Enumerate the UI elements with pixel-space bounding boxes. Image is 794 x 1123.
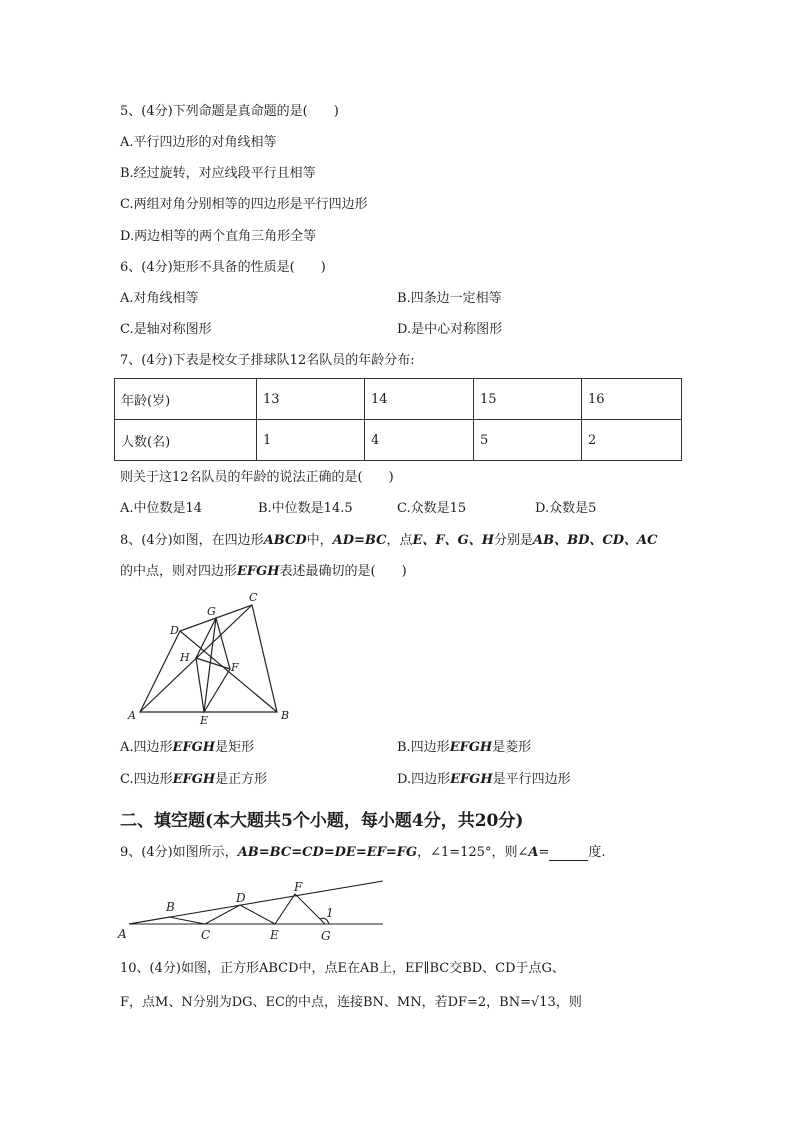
q8-option-text: A.四边形 [120,740,173,755]
q7-stem: 7、(4分)下表是校女子排球队12名队员的年龄分布: [120,353,415,368]
q5-option-b: B.经过旋转，对应线段平行且相等 [120,166,316,181]
label-h: H [180,651,190,664]
q8-option-quad: EFGH [450,772,493,787]
q8-option-d [397,772,571,788]
table-cell: 4 [365,420,474,461]
q9-stem-text: 度. [588,845,606,860]
q7-option-d: D.众数是5 [535,501,597,516]
label-f: F [231,661,239,674]
q6-stem: 6、(4分)矩形不具备的性质是( ) [120,260,326,275]
label-g: G [321,929,331,943]
table-cell: 2 [582,420,682,461]
q8-stem [120,533,657,549]
q8-option-text: 是菱形 [492,740,532,755]
q8-condition: AD=BC [332,533,387,548]
table-cell: 16 [582,379,682,420]
label-c: C [249,591,258,604]
q7-option-b: B.中位数是14.5 [258,501,353,516]
quadrilateral-figure [120,588,300,726]
q8-option-text: 是矩形 [215,740,255,755]
q7-option-c: C.众数是15 [397,501,467,516]
q8-option-text: D.四边形 [397,772,451,787]
label-d: D [170,624,179,637]
q10-line2: F，点M、N分别为DG、EC的中点，连接BN、MN，若DF=2，BN=√13，则 [120,995,582,1010]
q9-stem-text: ，∠1=125°，则∠ [417,845,529,860]
table-cell: 15 [474,379,582,420]
q8-option-a [120,740,254,756]
label-c: C [201,928,211,942]
table-cell: 人数(名) [115,420,257,461]
q8-option-text: 是平行四边形 [492,772,571,787]
q5-option-a: A.平行四边形的对角线相等 [120,135,277,150]
label-b: B [281,709,290,722]
q8-stem-text: 的中点，则对四边形 [120,564,238,579]
q5-option-d: D.两边相等的两个直角三角形全等 [120,229,317,244]
label-b: B [166,900,175,914]
q7-option-a: A.中位数是14 [120,501,203,516]
q5-stem: 5、(4分)下列命题是真命题的是( ) [120,104,339,119]
label-d: D [236,891,246,905]
section-title: 二、填空题(本大题共5个小题，每小题4分，共20分) [120,811,524,831]
q8-option-b [397,740,531,756]
q6-option-b: B.四条边一定相等 [397,291,502,306]
quad-efgh-outline [196,618,230,712]
q9-angle-a: A [528,845,539,860]
q8-points: E、F、G、H [412,533,495,548]
q8-option-quad: EFGH [449,740,493,755]
label-e: E [200,714,209,726]
q8-stem-text: ，点 [386,533,413,548]
q8-stem-text: 中， [306,533,333,548]
zigzag-figure [114,872,389,944]
label-angle-1: 1 [326,906,334,920]
age-table [114,378,682,461]
segment-hf [196,658,230,669]
q7-follow: 则关于这12名队员的年龄的说法正确的是( ) [120,470,394,485]
q6-option-d: D.是中心对称图形 [397,322,503,337]
q5-option-c: C.两组对角分别相等的四边形是平行四边形 [120,197,368,212]
q8-option-text: C.四边形 [120,772,173,787]
q8-option-c [120,772,267,788]
quad-abcd-outline [140,605,277,712]
answer-blank[interactable] [549,845,588,861]
table-cell: 13 [257,379,365,420]
label-e: E [270,928,279,942]
label-a: A [128,709,136,722]
q8-stem-text: 分别是 [494,533,534,548]
q8-option-quad: EFGH [172,772,216,787]
q8-quad-abcd: ABCD [263,533,307,548]
label-f: F [294,880,303,894]
table-row [115,379,682,420]
q9-stem-text: 9、(4分)如图所示， [120,845,238,860]
q9-stem-text: = [538,845,550,860]
q9-equation: AB=BC=CD=DE=EF=FG [237,845,418,860]
q9-stem [120,845,605,861]
table-cell: 1 [257,420,365,461]
segment-ge [204,618,216,712]
q8-segments: AB、BD、CD、AC [533,533,658,548]
table-row [115,420,682,461]
label-a: A [118,927,127,941]
q8-option-text: 是正方形 [215,772,268,787]
q8-stem-text: 8、(4分)如图，在四边形 [120,533,264,548]
q8-option-text: B.四边形 [397,740,450,755]
q8-quad-efgh: EFGH [237,564,280,579]
q10-line1: 10、(4分)如图，正方形ABCD中，点E在AB上，EF∥BC交BD、CD于点G、 [120,961,565,976]
q8-option-quad: EFGH [172,740,216,755]
table-cell: 14 [365,379,474,420]
q8-stem-text: 表述最确切的是( ) [279,564,407,579]
table-cell: 年龄(岁) [115,379,257,420]
label-g: G [207,605,216,618]
q6-option-a: A.对角线相等 [120,291,199,306]
table-cell: 5 [474,420,582,461]
q8-stem-line2 [120,564,407,580]
q6-option-c: C.是轴对称图形 [120,322,212,337]
